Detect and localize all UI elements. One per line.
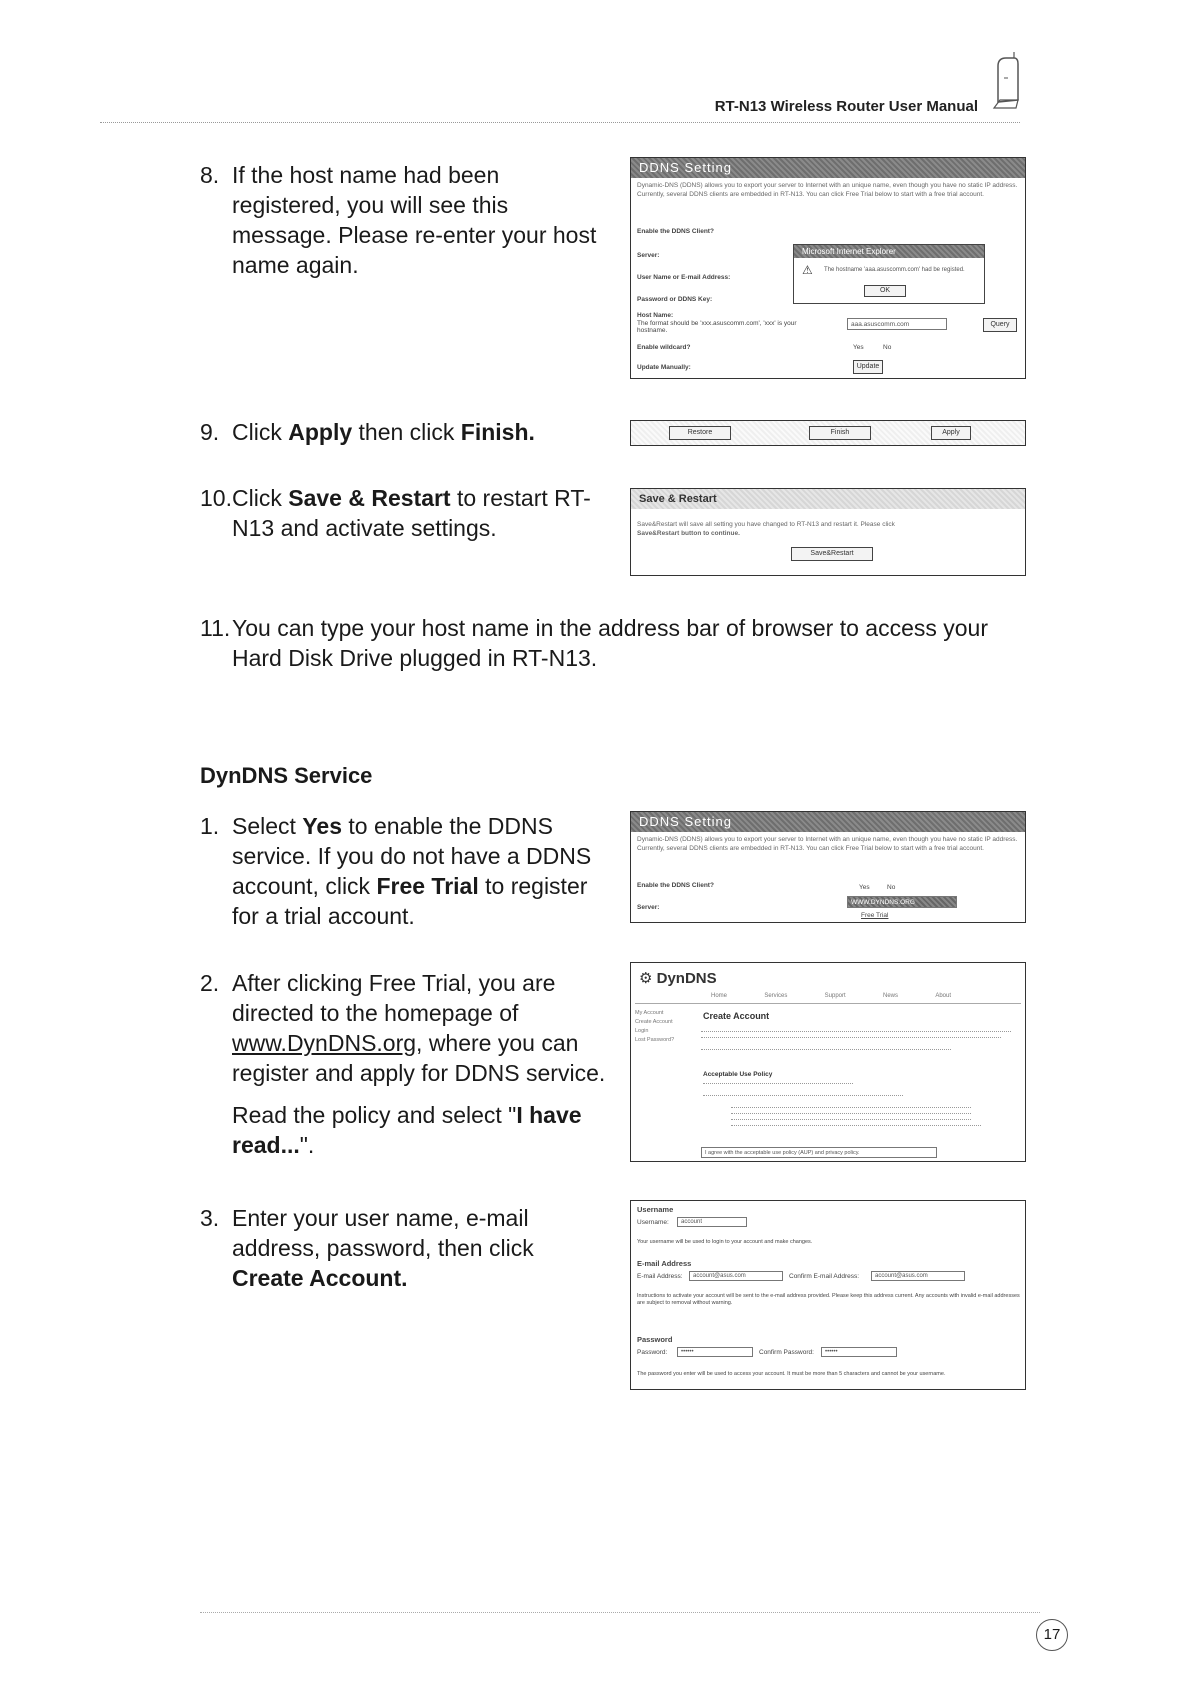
wildcard-yes[interactable]: Yes bbox=[853, 344, 864, 351]
dyndns-link[interactable]: www.DynDNS.org bbox=[232, 1030, 417, 1056]
ddns-setting-screenshot bbox=[630, 157, 1026, 379]
ddns2-server-label: Server: bbox=[637, 904, 660, 911]
username-input[interactable]: account bbox=[677, 1217, 747, 1227]
restore-button[interactable]: Restore bbox=[669, 426, 731, 440]
hostname-label: Host Name: bbox=[637, 312, 674, 319]
apply-button[interactable]: Apply bbox=[931, 426, 971, 440]
dyndns-step-2: 2. After clicking Free Trial, you are directed to the homepage of www.DynDNS.org, where you can register and apply for DDNS service. Read the policy and select "I have read...". bbox=[200, 970, 606, 1158]
wildcard-label: Enable wildcard? bbox=[637, 344, 691, 351]
confirm-password-input[interactable]: •••••• bbox=[821, 1347, 897, 1357]
finish-button[interactable]: Finish bbox=[809, 426, 871, 440]
save-restart-desc: Save&Restart will save all setting you have changed to RT-N13 and restart it. Please click Save&Restart button to continue. bbox=[637, 521, 895, 537]
confirm-email-label: Confirm E-mail Address: bbox=[789, 1273, 860, 1280]
ddns2-server-select[interactable]: WWW.DYNDNS.ORG bbox=[847, 896, 957, 908]
save-restart-button[interactable]: Save&Restart bbox=[791, 547, 873, 561]
username-heading: Username bbox=[637, 1205, 674, 1214]
agree-checkbox[interactable]: I agree with the acceptable use policy (AUP) and privacy policy. bbox=[701, 1147, 937, 1158]
username-field-label: Username: bbox=[637, 1219, 669, 1226]
nav-support[interactable]: Support bbox=[824, 993, 846, 999]
update-label: Update Manually: bbox=[637, 364, 691, 371]
username-label: User Name or E-mail Address: bbox=[637, 274, 731, 281]
nav-services[interactable]: Services bbox=[764, 993, 788, 999]
enable-ddns-label: Enable the DDNS Client? bbox=[637, 228, 714, 235]
username-note: Your username will be used to login to your account and make changes. bbox=[637, 1239, 813, 1245]
step-8: 8. If the host name had been registered, you will see this message. Please re-enter your host name again. bbox=[200, 162, 597, 278]
free-trial-link[interactable]: Free Trial bbox=[861, 912, 889, 919]
ddns2-description: Dynamic-DNS (DDNS) allows you to export your server to Internet with an unique name, even though you have no static IP address. Currently, several DDNS clients are embedded in RT-N13. You can click Free Trial below to start with a free trial account. bbox=[637, 836, 1018, 852]
header-rule bbox=[100, 122, 1020, 123]
dyndns-nav bbox=[711, 993, 951, 999]
footer-rule bbox=[200, 1612, 1040, 1613]
email-heading: E-mail Address bbox=[637, 1259, 692, 1268]
step-11: 11. You can type your host name in the address bar of browser to access your Hard Disk Drive plugged in RT-N13. bbox=[200, 615, 989, 671]
server-label: Server: bbox=[637, 252, 660, 259]
email-field-label: E-mail Address: bbox=[637, 1273, 683, 1280]
ddns2-enable-label: Enable the DDNS Client? bbox=[637, 882, 714, 889]
confirm-email-input[interactable]: account@asus.com bbox=[871, 1271, 965, 1281]
alert-dialog bbox=[793, 244, 985, 304]
warning-icon: ⚠ bbox=[802, 263, 813, 277]
save-restart-title: Save & Restart bbox=[631, 489, 1025, 509]
save-restart-screenshot bbox=[630, 488, 1026, 576]
nav-about[interactable]: About bbox=[935, 993, 951, 999]
dyndns-step-1: 1. Select Yes to enable the DDNS service. If you do not have a DDNS account, click Free Trial to register for a trial account. bbox=[200, 813, 592, 929]
section-title: DynDNS Service bbox=[200, 763, 373, 788]
password-note: The password you enter will be used to access your account. It must be more than 5 characters and cannot be your username. bbox=[637, 1371, 946, 1377]
update-button[interactable]: Update bbox=[853, 360, 883, 374]
dyndns-sidebar: My Account Create Account Login Lost Password? bbox=[635, 1010, 675, 1043]
email-input[interactable]: account@asus.com bbox=[689, 1271, 783, 1281]
policy-title: Acceptable Use Policy bbox=[703, 1071, 773, 1078]
confirm-password-label: Confirm Password: bbox=[759, 1349, 814, 1356]
password-label: Password or DDNS Key: bbox=[637, 296, 713, 303]
nav-news[interactable]: News bbox=[882, 993, 898, 999]
dyndns-site-screenshot bbox=[630, 962, 1026, 1162]
dialog-message: The hostname 'aaa.asuscomm.com' had be registed. bbox=[824, 267, 965, 273]
dialog-ok-button[interactable]: OK bbox=[864, 285, 906, 297]
apply-bar-screenshot bbox=[630, 420, 1026, 446]
step-9: 9. Click Apply then click Finish. bbox=[200, 419, 535, 445]
ddns2-titlebar: DDNS Setting bbox=[631, 812, 1025, 832]
dyndns-logo: ⚙ DynDNS bbox=[639, 970, 717, 987]
hostname-input[interactable]: aaa.asuscomm.com bbox=[847, 318, 947, 330]
dialog-title: Microsoft Internet Explorer bbox=[794, 245, 984, 258]
dyndns-step-3: 3. Enter your user name, e-mail address, password, then click Create Account. bbox=[200, 1205, 534, 1291]
router-icon bbox=[992, 52, 1022, 110]
query-button[interactable]: Query bbox=[983, 318, 1017, 332]
ddns2-no-radio[interactable]: No bbox=[887, 884, 896, 891]
wildcard-no[interactable]: No bbox=[883, 344, 892, 351]
manual-title: RT-N13 Wireless Router User Manual bbox=[714, 98, 978, 115]
page-number: 17 bbox=[1036, 1619, 1068, 1651]
password-field-label: Password: bbox=[637, 1349, 668, 1356]
account-form-screenshot bbox=[630, 1200, 1026, 1390]
ddns2-yes-radio[interactable]: Yes bbox=[859, 884, 870, 891]
hostname-hint: The format should be 'xxx.asuscomm.com', 'xxx' is your hostname. bbox=[637, 320, 797, 334]
email-note: Instructions to activate your account will be sent to the e-mail address provided. Please keep this address current. Any accounts with invalid e-mail addresses are subject to removal without warning. bbox=[637, 1293, 1020, 1306]
password-heading: Password bbox=[637, 1335, 673, 1344]
create-account-heading: Create Account bbox=[703, 1011, 770, 1021]
step-10: 10. Click Save & Restart to restart RT-N13 and activate settings. bbox=[200, 485, 591, 541]
nav-home[interactable]: Home bbox=[711, 993, 728, 999]
ddns-titlebar: DDNS Setting bbox=[631, 158, 1025, 178]
password-input[interactable]: •••••• bbox=[677, 1347, 753, 1357]
ddns-description: Dynamic-DNS (DDNS) allows you to export your server to Internet with an unique name, even though you have no static IP address. Currently, several DDNS clients are embedded in RT-N13. You can click Free Trial below to start with a free trial account. bbox=[637, 182, 1018, 198]
ddns-setting-screenshot-2 bbox=[630, 811, 1026, 923]
